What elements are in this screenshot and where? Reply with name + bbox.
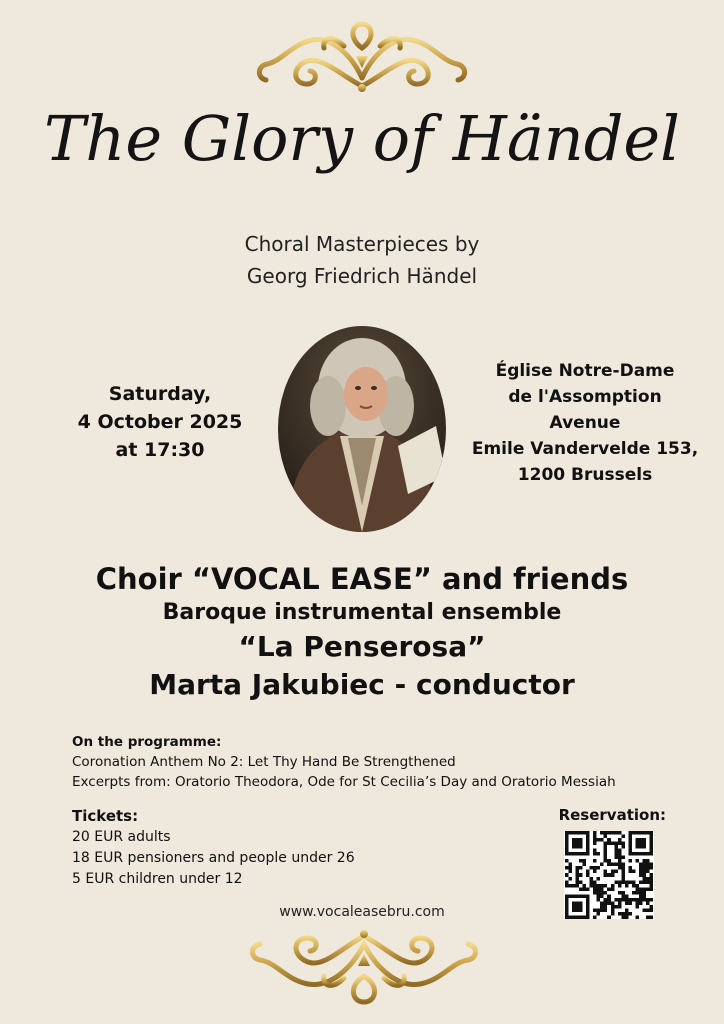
poster-title: The Glory of Händel (44, 102, 680, 175)
programme-item: Coronation Anthem No 2: Let Thy Hand Be Strengthened (72, 754, 456, 770)
programme-heading: On the programme: (72, 734, 222, 750)
website-link[interactable]: www.vocaleasebru.com (279, 904, 445, 920)
ornament-bottom-icon (248, 922, 480, 1010)
date-line-2: 4 October 2025 (77, 411, 243, 433)
programme-section (72, 732, 692, 792)
ornament-top-icon (252, 16, 472, 98)
performer-choir: Choir “VOCAL EASE” and friends (95, 562, 629, 596)
tickets-heading: Tickets: (72, 807, 139, 825)
tickets-section (72, 806, 432, 890)
performer-conductor: Marta Jakubiec - conductor (149, 668, 575, 701)
venue-line-4: Emile Vandervelde 153, (471, 439, 699, 459)
venue-line-1: Église Notre-Dame (495, 361, 675, 381)
subtitle-line-1: Choral Masterpieces by (244, 232, 480, 256)
venue-line-2: de l'Assomption (508, 387, 662, 407)
reservation-label: Reservation: (558, 806, 666, 824)
subtitle-line-2: Georg Friedrich Händel (246, 264, 478, 288)
portrait-icon (278, 326, 446, 532)
date-line-1: Saturday, (108, 383, 212, 405)
venue-line-3: Avenue (549, 413, 621, 433)
venue-line-5: 1200 Brussels (517, 465, 653, 485)
performer-ensemble-name: “La Penserosa” (238, 630, 486, 663)
programme-item: Excerpts from: Oratorio Theodora, Ode for St Cecilia’s Day and Oratorio Messiah (72, 774, 616, 790)
date-line-3: at 17:30 (115, 439, 205, 461)
venue-block (470, 358, 700, 488)
ticket-price: 20 EUR adults (72, 829, 171, 845)
date-block (60, 380, 260, 464)
ticket-price: 18 EUR pensioners and people under 26 (72, 850, 355, 866)
subtitle (0, 228, 724, 292)
ticket-price: 5 EUR children under 12 (72, 871, 243, 887)
performer-ensemble: Baroque instrumental ensemble (162, 600, 562, 625)
